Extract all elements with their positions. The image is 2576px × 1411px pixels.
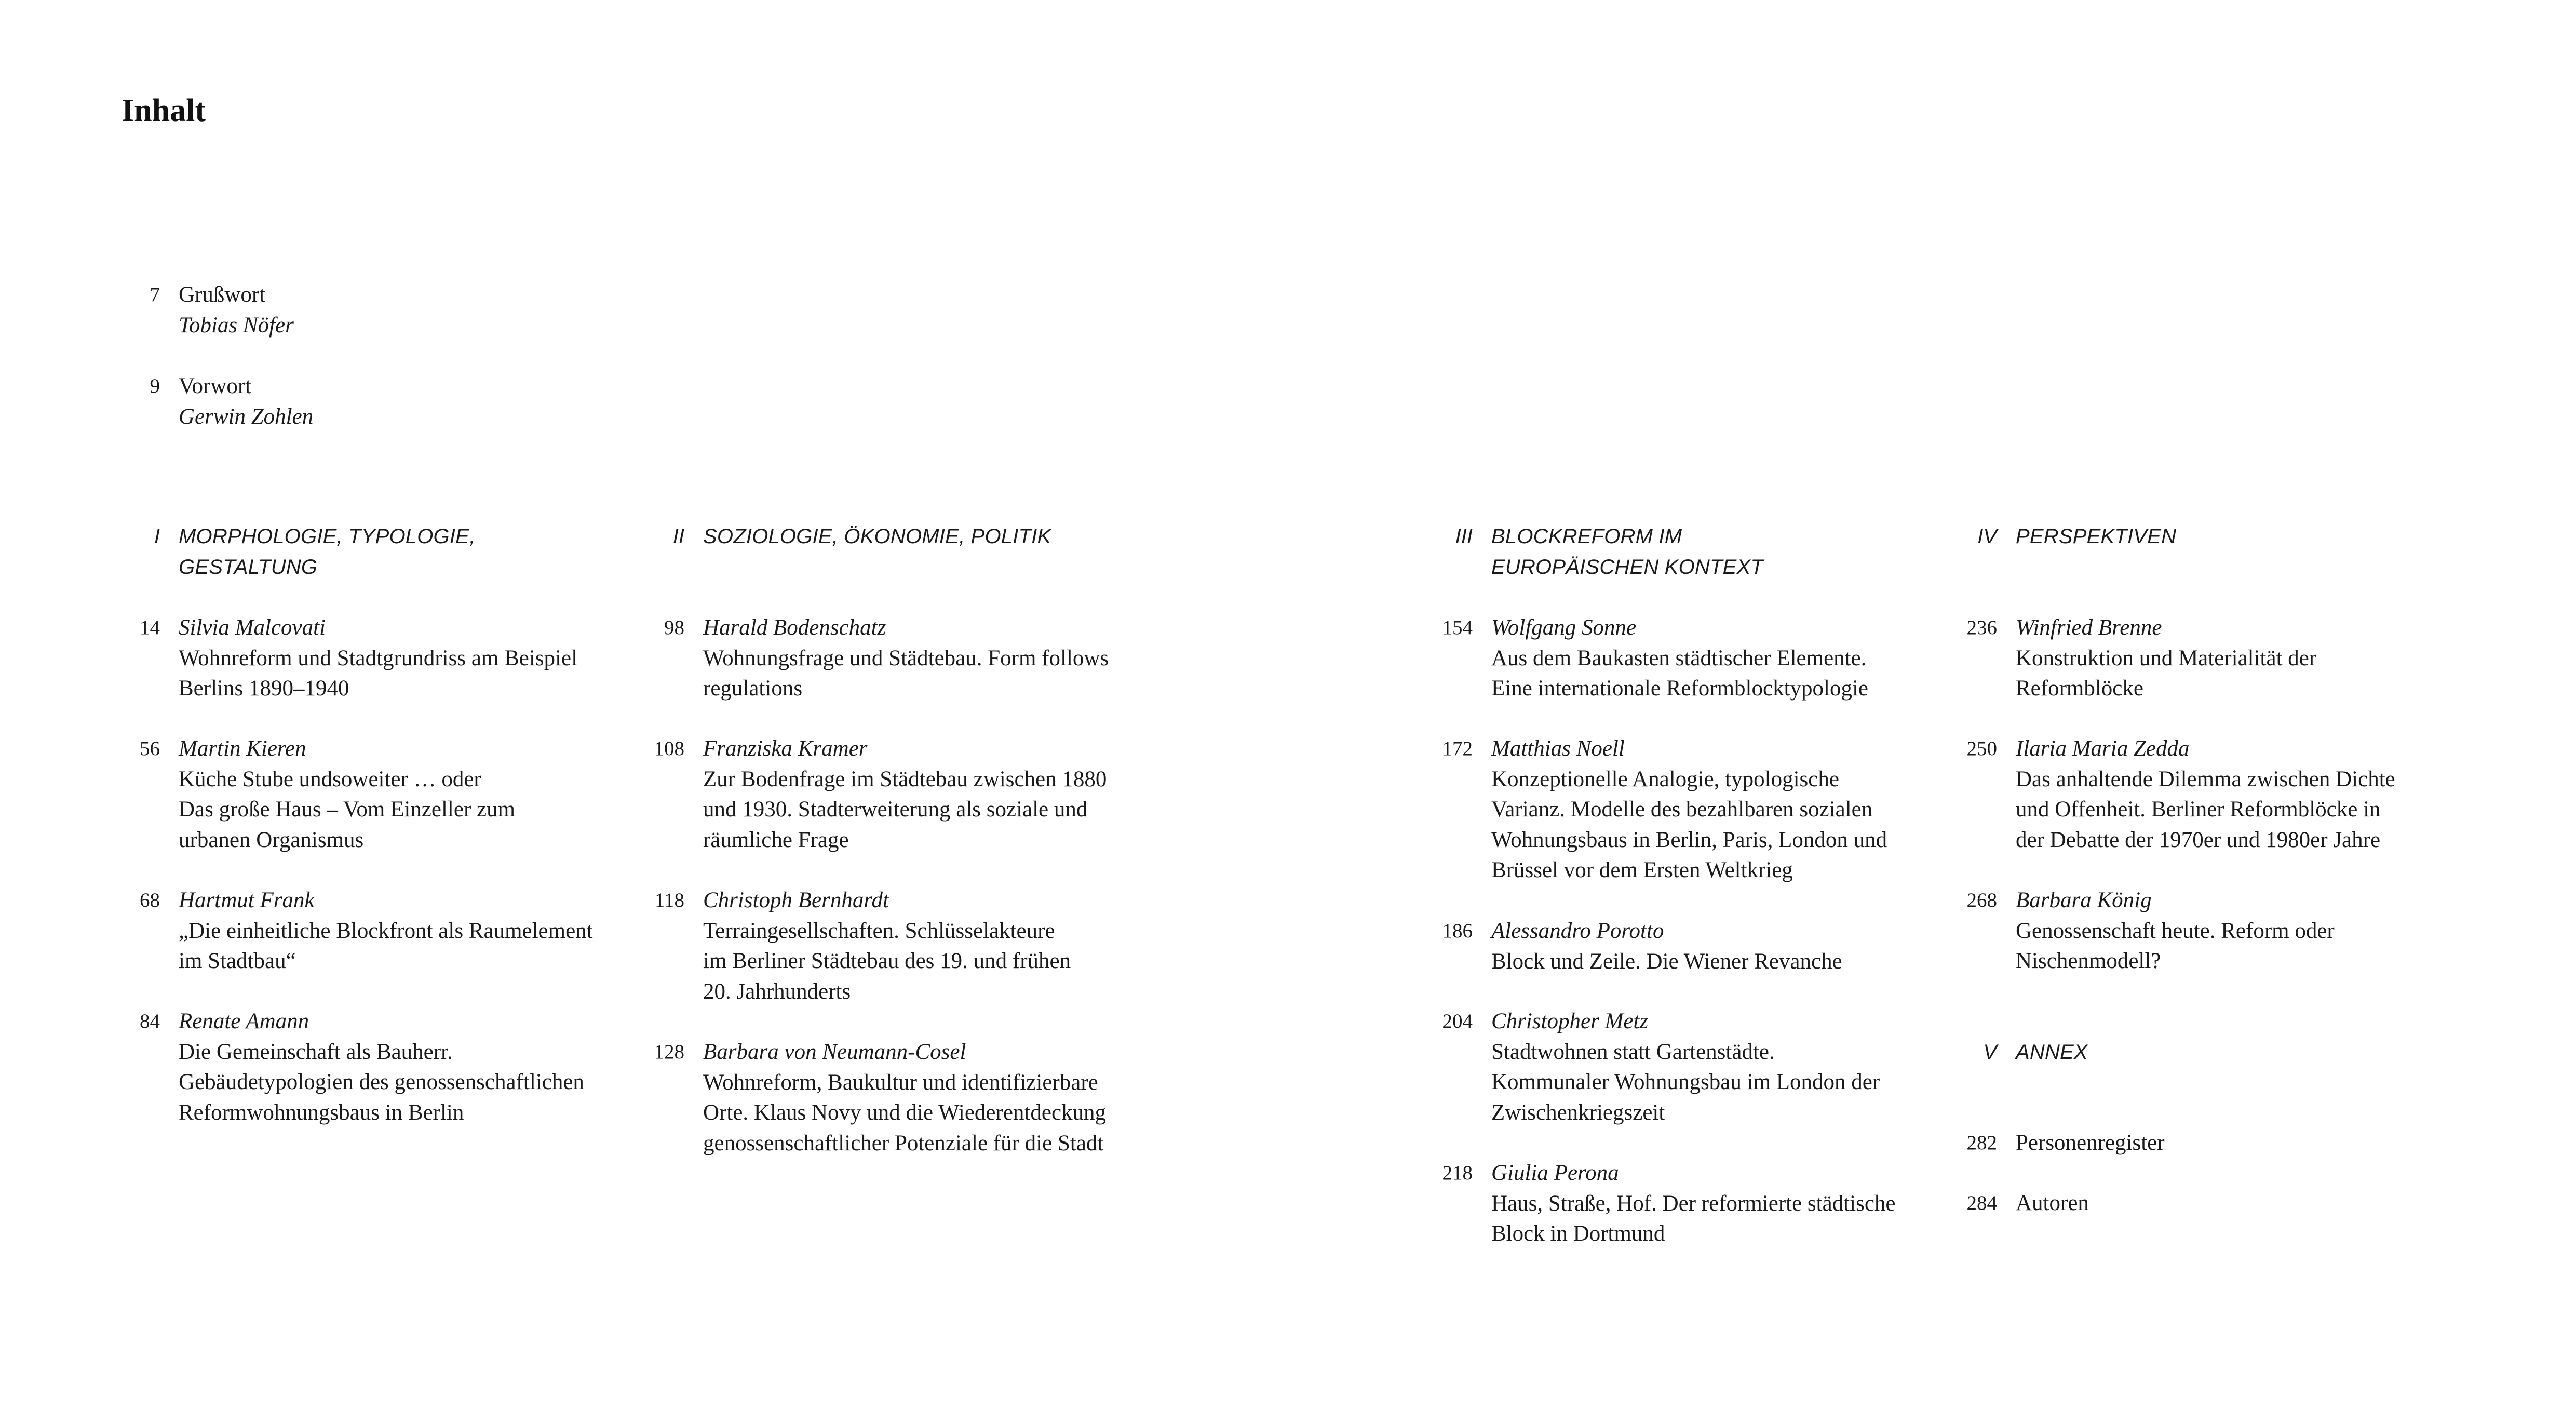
- entry-author: Franziska Kramer: [703, 736, 868, 761]
- page-number: 128: [654, 1041, 684, 1063]
- entry-title-line: Die Gemeinschaft als Bauherr.: [179, 1039, 453, 1064]
- entry-title-line: Zur Bodenfrage im Städtebau zwischen 1880: [703, 767, 1107, 791]
- entry-title-line: Personenregister: [2016, 1131, 2165, 1155]
- page-number: 218: [1442, 1162, 1473, 1184]
- toc-entry[interactable]: [140, 613, 578, 704]
- toc-entry-grusswort[interactable]: [150, 280, 294, 341]
- page-number: 250: [1966, 737, 1997, 760]
- entry-author: Silvia Malcovati: [179, 615, 326, 640]
- entry-title-line: Wohnungsbaus in Berlin, Paris, London und: [1491, 827, 1887, 852]
- toc-entry[interactable]: [654, 1037, 1107, 1159]
- entry-author: Ilaria Maria Zedda: [2016, 736, 2190, 761]
- entry-title-line: Reformblöcke: [2016, 676, 2143, 701]
- entry-title-line: Kommunaler Wohnungsbau im London der: [1491, 1070, 1880, 1094]
- entry-author: Alessandro Porotto: [1491, 919, 1664, 943]
- entry-title-line: Das große Haus – Vom Einzeller zum: [179, 797, 516, 822]
- entry-author: Matthias Noell: [1491, 736, 1625, 761]
- page-number: 282: [1966, 1132, 1997, 1154]
- entry-title-line: Eine internationale Reformblocktypologie: [1491, 676, 1869, 701]
- entry-title-line: Konzeptionelle Analogie, typologische: [1491, 767, 1839, 791]
- entry-title-line: im Stadtbau“: [179, 949, 296, 973]
- entry-title-line: Block in Dortmund: [1491, 1221, 1665, 1246]
- page-number: 68: [140, 889, 160, 911]
- entry-title-line: Genossenschaft heute. Reform oder: [2016, 918, 2335, 943]
- section-number: I: [154, 525, 160, 548]
- page-number: 9: [150, 375, 160, 397]
- section-heading-iii: [1455, 521, 1764, 582]
- toc-entry[interactable]: [140, 1006, 584, 1128]
- entry-title-line: Orte. Klaus Novy und die Wiederentdeckung: [703, 1100, 1107, 1125]
- page-number: 14: [140, 616, 160, 639]
- entry-author: Renate Amann: [179, 1009, 309, 1033]
- section-title-line: GESTALTUNG: [179, 555, 318, 579]
- entry-title-line: urbanen Organismus: [179, 827, 364, 852]
- entry-title-line: Brüssel vor dem Ersten Weltkrieg: [1491, 858, 1793, 882]
- entry-author: Hartmut Frank: [179, 888, 315, 912]
- entry-author: Martin Kieren: [179, 736, 306, 761]
- entry-title-line: 20. Jahrhunderts: [703, 979, 851, 1004]
- entry-title-line: und Offenheit. Berliner Reformblöcke in: [2016, 797, 2381, 822]
- entry-title-line: Wohnungsfrage und Städtebau. Form follows: [703, 646, 1109, 670]
- entry-title-line: Konstruktion und Materialität der: [2016, 646, 2317, 670]
- section-title-line: ANNEX: [2016, 1041, 2088, 1064]
- entry-author: Barbara König: [2016, 888, 2152, 912]
- page-title: Inhalt: [122, 93, 206, 128]
- toc-entry[interactable]: [664, 613, 1109, 704]
- entry-author: Tobias Nöfer: [179, 313, 294, 338]
- entry-author: Harald Bodenschatz: [703, 615, 886, 640]
- section-number: II: [672, 525, 684, 548]
- entry-title-line: Block und Zeile. Die Wiener Revanche: [1491, 949, 1842, 974]
- section-title-line: SOZIOLOGIE, ÖKONOMIE, POLITIK: [703, 525, 1051, 548]
- section-heading-iv: [1977, 521, 2177, 552]
- entry-title: Vorwort: [179, 374, 252, 398]
- entry-title-line: Aus dem Baukasten städtischer Elemente.: [1491, 646, 1867, 670]
- page-number: 118: [654, 889, 684, 911]
- page-number: 56: [140, 737, 160, 760]
- toc-entry[interactable]: [140, 734, 516, 855]
- toc-entry-personenregister[interactable]: [1966, 1128, 2165, 1159]
- page-number: 108: [654, 737, 684, 760]
- entry-author: Barbara von Neumann-Cosel: [703, 1040, 966, 1064]
- entry-title-line: genossenschaftlicher Potenziale für die Stadt: [703, 1131, 1104, 1155]
- toc-entry[interactable]: [654, 885, 1071, 1007]
- section-heading-ii: [672, 521, 1051, 552]
- toc-entry[interactable]: [1966, 613, 2317, 704]
- page-number: 186: [1442, 920, 1473, 942]
- toc-entry[interactable]: [1966, 734, 2395, 855]
- entry-title-line: Stadtwohnen statt Gartenstädte.: [1491, 1039, 1775, 1064]
- entry-title-line: „Die einheitliche Blockfront als Raumelement: [179, 918, 593, 943]
- entry-author: Christopher Metz: [1491, 1009, 1649, 1033]
- toc-entry[interactable]: [1966, 885, 2335, 977]
- entry-title: Grußwort: [179, 283, 266, 307]
- page-number: 268: [1966, 889, 1997, 911]
- entry-author: Gerwin Zohlen: [179, 404, 314, 429]
- entry-title-line: Haus, Straße, Hof. Der reformierte städtische: [1491, 1191, 1896, 1216]
- entry-title-line: regulations: [703, 676, 803, 701]
- entry-title-line: im Berliner Städtebau des 19. und frühen: [703, 949, 1071, 973]
- entry-author: Giulia Perona: [1491, 1161, 1619, 1185]
- page-number: 84: [140, 1010, 160, 1032]
- section-number: III: [1455, 525, 1473, 548]
- entry-title-line: Das anhaltende Dilemma zwischen Dichte: [2016, 767, 2395, 791]
- section-title-line: MORPHOLOGIE, TYPOLOGIE,: [179, 525, 476, 548]
- toc-entry-vorwort[interactable]: [150, 371, 314, 432]
- entry-title-line: Wohnreform und Stadtgrundriss am Beispiel: [179, 646, 578, 670]
- section-number: V: [1983, 1041, 1997, 1064]
- page-number: 204: [1442, 1010, 1473, 1032]
- page-number: 236: [1966, 616, 1997, 639]
- entry-title-line: Gebäudetypologien des genossenschaftlichen: [179, 1070, 584, 1094]
- entry-title-line: Varianz. Modelle des bezahlbaren sozialen: [1491, 797, 1873, 822]
- page-number: 154: [1442, 616, 1473, 639]
- entry-author: Christoph Bernhardt: [703, 888, 889, 912]
- section-heading-i: [154, 521, 476, 582]
- toc-entry[interactable]: [140, 885, 593, 977]
- toc-entry[interactable]: [1442, 613, 1869, 704]
- section-number: IV: [1977, 525, 1997, 548]
- entry-title-line: der Debatte der 1970er und 1980er Jahre: [2016, 827, 2381, 852]
- toc-entry[interactable]: [1442, 1006, 1880, 1128]
- section-title-line: BLOCKREFORM IM: [1491, 525, 1682, 548]
- entry-title-line: und 1930. Stadterweiterung als soziale und: [703, 797, 1088, 822]
- entry-title-line: Berlins 1890–1940: [179, 676, 349, 701]
- entry-title-line: Reformwohnungsbaus in Berlin: [179, 1100, 464, 1125]
- section-title-line: EUROPÄISCHEN KONTEXT: [1491, 555, 1764, 579]
- entry-title-line: räumliche Frage: [703, 827, 849, 852]
- toc-entry[interactable]: [1442, 1158, 1896, 1249]
- entry-title-line: Küche Stube undsoweiter … oder: [179, 767, 481, 791]
- entry-title-line: Zwischenkriegszeit: [1491, 1100, 1665, 1125]
- page-number: 284: [1966, 1192, 1997, 1214]
- entry-author: Winfried Brenne: [2016, 615, 2162, 640]
- entry-author: Wolfgang Sonne: [1491, 615, 1637, 640]
- section-title-line: PERSPEKTIVEN: [2016, 525, 2177, 548]
- entry-title-line: Nischenmodell?: [2016, 949, 2161, 973]
- entry-title-line: Terraingesellschaften. Schlüsselakteure: [703, 918, 1055, 943]
- page-number: 7: [150, 284, 160, 306]
- toc-entry[interactable]: [654, 734, 1107, 855]
- page-number: 172: [1442, 737, 1473, 760]
- page-number: 98: [664, 616, 684, 639]
- toc-entry[interactable]: [1442, 734, 1887, 886]
- toc-entry[interactable]: [1442, 916, 1842, 977]
- entry-title-line: Autoren: [2016, 1191, 2089, 1215]
- toc-entry-autoren[interactable]: [1966, 1188, 2089, 1219]
- entry-title-line: Wohnreform, Baukultur und identifizierbare: [703, 1070, 1098, 1095]
- section-heading-v: [1983, 1037, 2088, 1068]
